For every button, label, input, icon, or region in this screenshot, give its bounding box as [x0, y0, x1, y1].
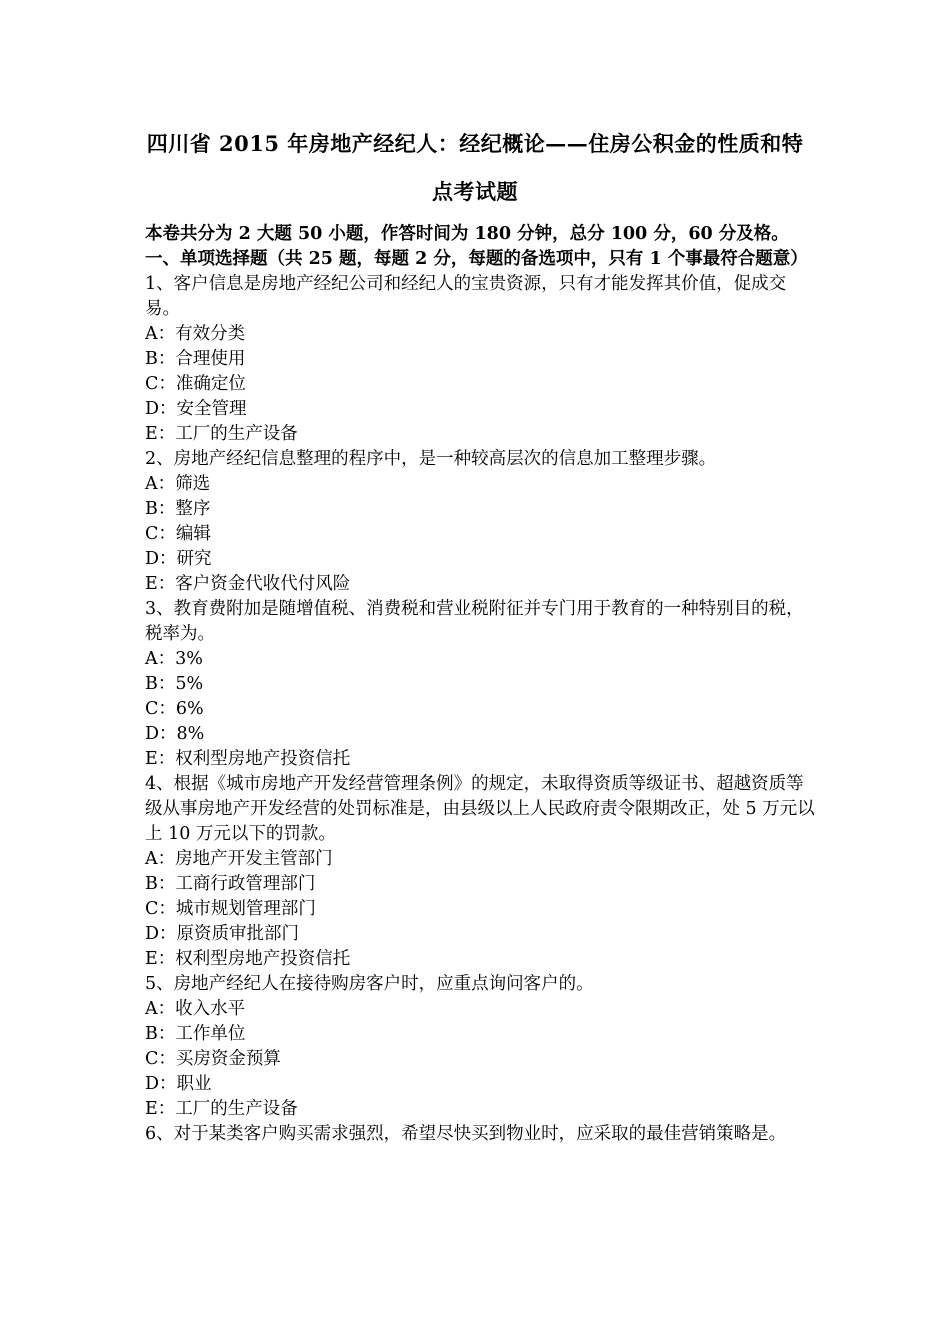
- answer-option: B：整序: [145, 499, 211, 519]
- question-stem: 5、房地产经纪人在接待购房客户时，应重点询问客户的。: [145, 974, 594, 994]
- answer-option: B：工商行政管理部门: [145, 874, 316, 894]
- answer-option: C：买房资金预算: [145, 1049, 281, 1069]
- answer-option: C：6%: [145, 699, 204, 719]
- question-stem: 1、客户信息是房地产经纪公司和经纪人的宝贵资源，只有才能发挥其价值，促成交易。: [145, 274, 787, 319]
- question-stem: 2、房地产经纪信息整理的程序中，是一种较高层次的信息加工整理步骤。: [145, 449, 717, 469]
- answer-option: C：编辑: [145, 524, 211, 544]
- answer-option: D：8%: [145, 724, 205, 744]
- answer-option: E：工厂的生产设备: [145, 1099, 298, 1119]
- section-heading: 一、单项选择题（共 25 题，每题 2 分，每题的备选项中，只有 1 个事最符合题意）: [145, 249, 808, 269]
- answer-option: D：原资质审批部门: [145, 924, 300, 944]
- answer-option: E：权利型房地产投资信托: [145, 749, 351, 769]
- answer-option: C：准确定位: [145, 374, 246, 394]
- answer-option: B：合理使用: [145, 349, 246, 369]
- document-title-line-2: 点考试题: [432, 179, 518, 204]
- answer-option: D：研究: [145, 549, 212, 569]
- question-stem: 6、对于某类客户购买需求强烈，希望尽快买到物业时，应采取的最佳营销策略是。: [145, 1124, 787, 1144]
- document-body: [145, 222, 817, 1147]
- answer-option: B：工作单位: [145, 1024, 246, 1044]
- answer-option: A：房地产开发主管部门: [145, 849, 333, 869]
- question-stem: 4、根据《城市房地产开发经营管理条例》的规定，未取得资质等级证书、超越资质等级从事房地产开发经营的处罚标准是，由县级以上人民政府责令限期改正，处 5 万元以上 10 万元以下的罚款。: [145, 774, 815, 844]
- answer-option: A：有效分类: [145, 324, 246, 344]
- answer-option: D：安全管理: [145, 399, 247, 419]
- exam-intro: 本卷共分为 2 大题 50 小题，作答时间为 180 分钟，总分 100 分，60 分及格。: [145, 224, 789, 244]
- answer-option: A：3%: [145, 649, 203, 669]
- question-stem: 3、教育费附加是随增值税、消费税和营业税附征并专门用于教育的一种特别目的税，税率为。: [145, 599, 804, 644]
- answer-option: B：5%: [145, 674, 204, 694]
- answer-option: E：工厂的生产设备: [145, 424, 298, 444]
- answer-option: D：职业: [145, 1074, 212, 1094]
- answer-option: A：收入水平: [145, 999, 246, 1019]
- document-title-line-1: 四川省 2015 年房地产经纪人：经纪概论——住房公积金的性质和特: [146, 131, 804, 156]
- answer-option: C：城市规划管理部门: [145, 899, 316, 919]
- answer-option: A：筛选: [145, 474, 211, 494]
- answer-option: E：权利型房地产投资信托: [145, 949, 351, 969]
- answer-option: E：客户资金代收代付风险: [145, 574, 351, 594]
